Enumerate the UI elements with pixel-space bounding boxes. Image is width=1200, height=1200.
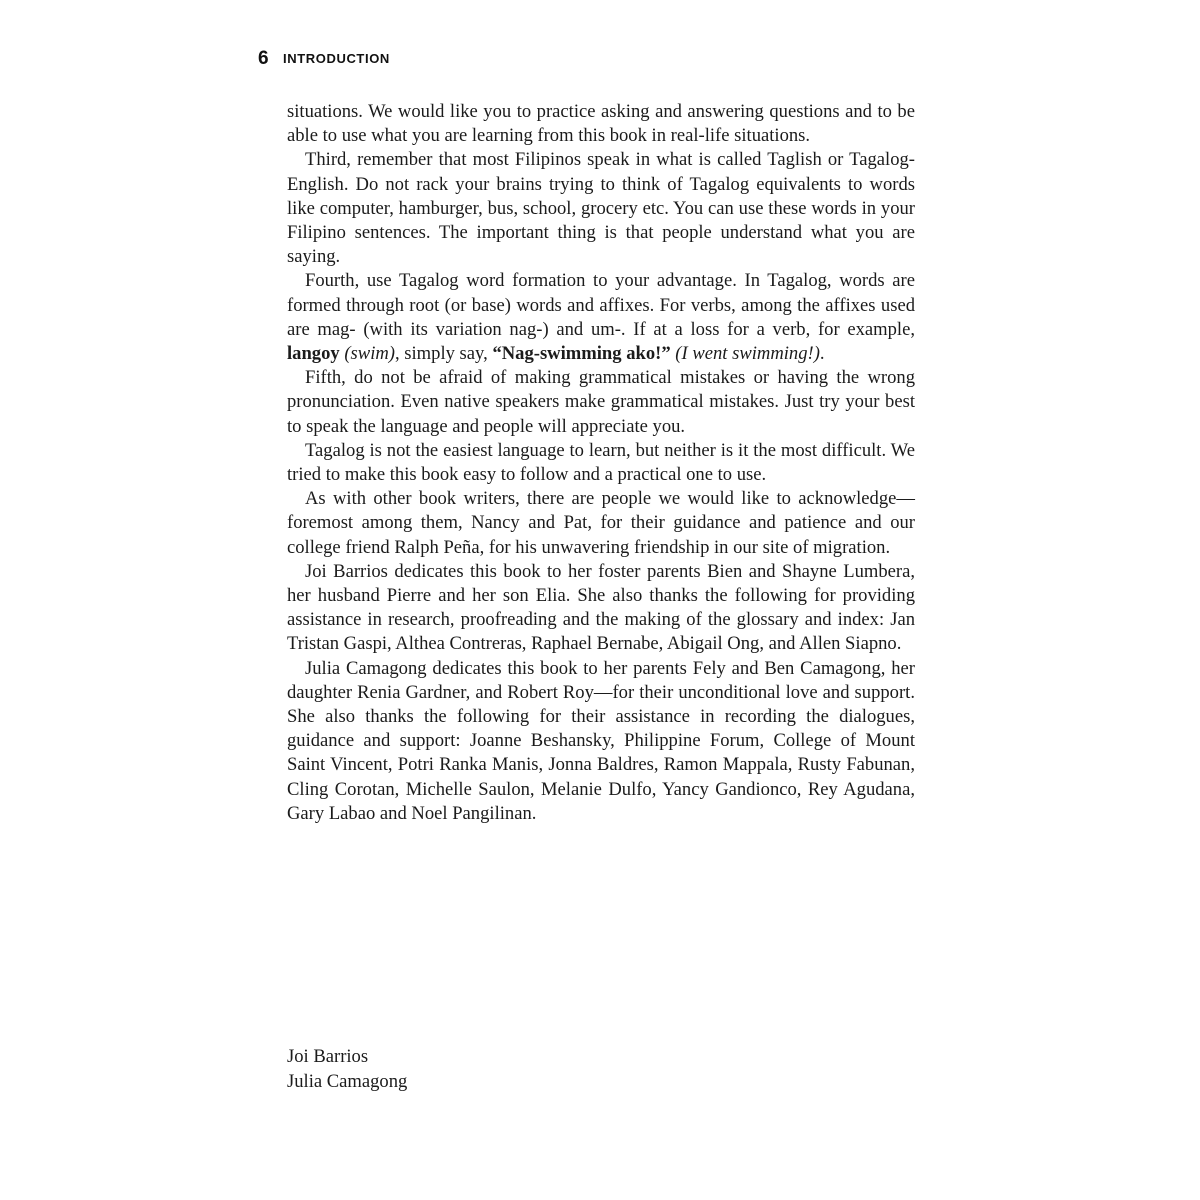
tagalog-term: langoy — [287, 343, 340, 365]
tagalog-example: “Nag-swimming ako!” — [492, 343, 671, 365]
author-name-2: Julia Camagong — [287, 1070, 408, 1092]
paragraph-4: Fifth, do not be afraid of making grammatical mistakes or having the wrong pronunciation. Even native speakers make grammatical mistakes. Just try your best to speak the language and people will appreciate you. — [287, 367, 915, 437]
paragraph-7: Joi Barrios dedicates this book to her foster parents Bien and Shayne Lumbera, her husband Pierre and her son Elia. She also thanks the following for providing assistance in research, proofreading and the making of the glossary and index: Jan Tristan Gaspi, Althea Contreras, Raphael Bernabe, Abigail Ong, and Allen Siapno. — [287, 560, 915, 655]
body-text — [287, 100, 915, 826]
paragraph-1: situations. We would like you to practice asking and answering questions and to be able to use what you are learning from this book in real-life situations. — [287, 101, 915, 147]
paragraph-6: As with other book writers, there are people we would like to acknowledge—foremost among them, Nancy and Pat, for their guidance and patience and our college friend Ralph Peña, for his unwavering friendship in our site of migration. — [287, 488, 915, 558]
author-name-1: Joi Barrios — [287, 1046, 369, 1067]
paragraph-5: Tagalog is not the easiest language to learn, but neither is it the most difficult. We tried to make this book easy to follow and a practical one to use. — [287, 439, 915, 486]
paragraph-3-text-a: Fourth, use Tagalog word formation to your advantage. In Tagalog, words are formed through root (or base) words and affixes. For verbs, among the affixes used are mag- (with its variation nag-) and um-. If at a loss for a verb, for example, — [287, 270, 915, 340]
paragraph-3-text-c: . — [819, 343, 825, 365]
example-translation: (I went swimming!) — [675, 343, 820, 365]
paragraph-8: Julia Camagong dedicates this book to her parents Fely and Ben Camagong, her daughter Renia Gardner, and Robert Roy—for their unconditional love and support. She also thanks the following for their assistance in recording the dialogues, guidance and support: Joanne Beshansky, Philippine Forum, College of Mount Saint Vincent, Potri Ranka Manis, Jonna Baldres, Ramon Mappala, Rusty Fabunan, Cling Corotan, Michelle Saulon, Melanie Dulfo, Yancy Gandionco, Rey Agudana, Gary Labao and Noel Pangilinan. — [287, 657, 915, 824]
running-head — [258, 48, 390, 70]
author-signatures — [287, 1045, 407, 1094]
section-title: INTRODUCTION — [283, 51, 390, 66]
page-number: 6 — [258, 48, 269, 69]
term-gloss: (swim) — [344, 343, 395, 365]
paragraph-2: Third, remember that most Filipinos speak in what is called Taglish or Tagalog-English. Do not rack your brains trying to think of Tagalog equivalents to words like computer, hamburger, bus, school, grocery etc. You can use these words in your Filipino sentences. The important thing is that people understand what you are saying. — [287, 149, 915, 268]
paragraph-3 — [287, 269, 915, 366]
paragraph-3-text-b: , simply say, — [394, 343, 493, 365]
